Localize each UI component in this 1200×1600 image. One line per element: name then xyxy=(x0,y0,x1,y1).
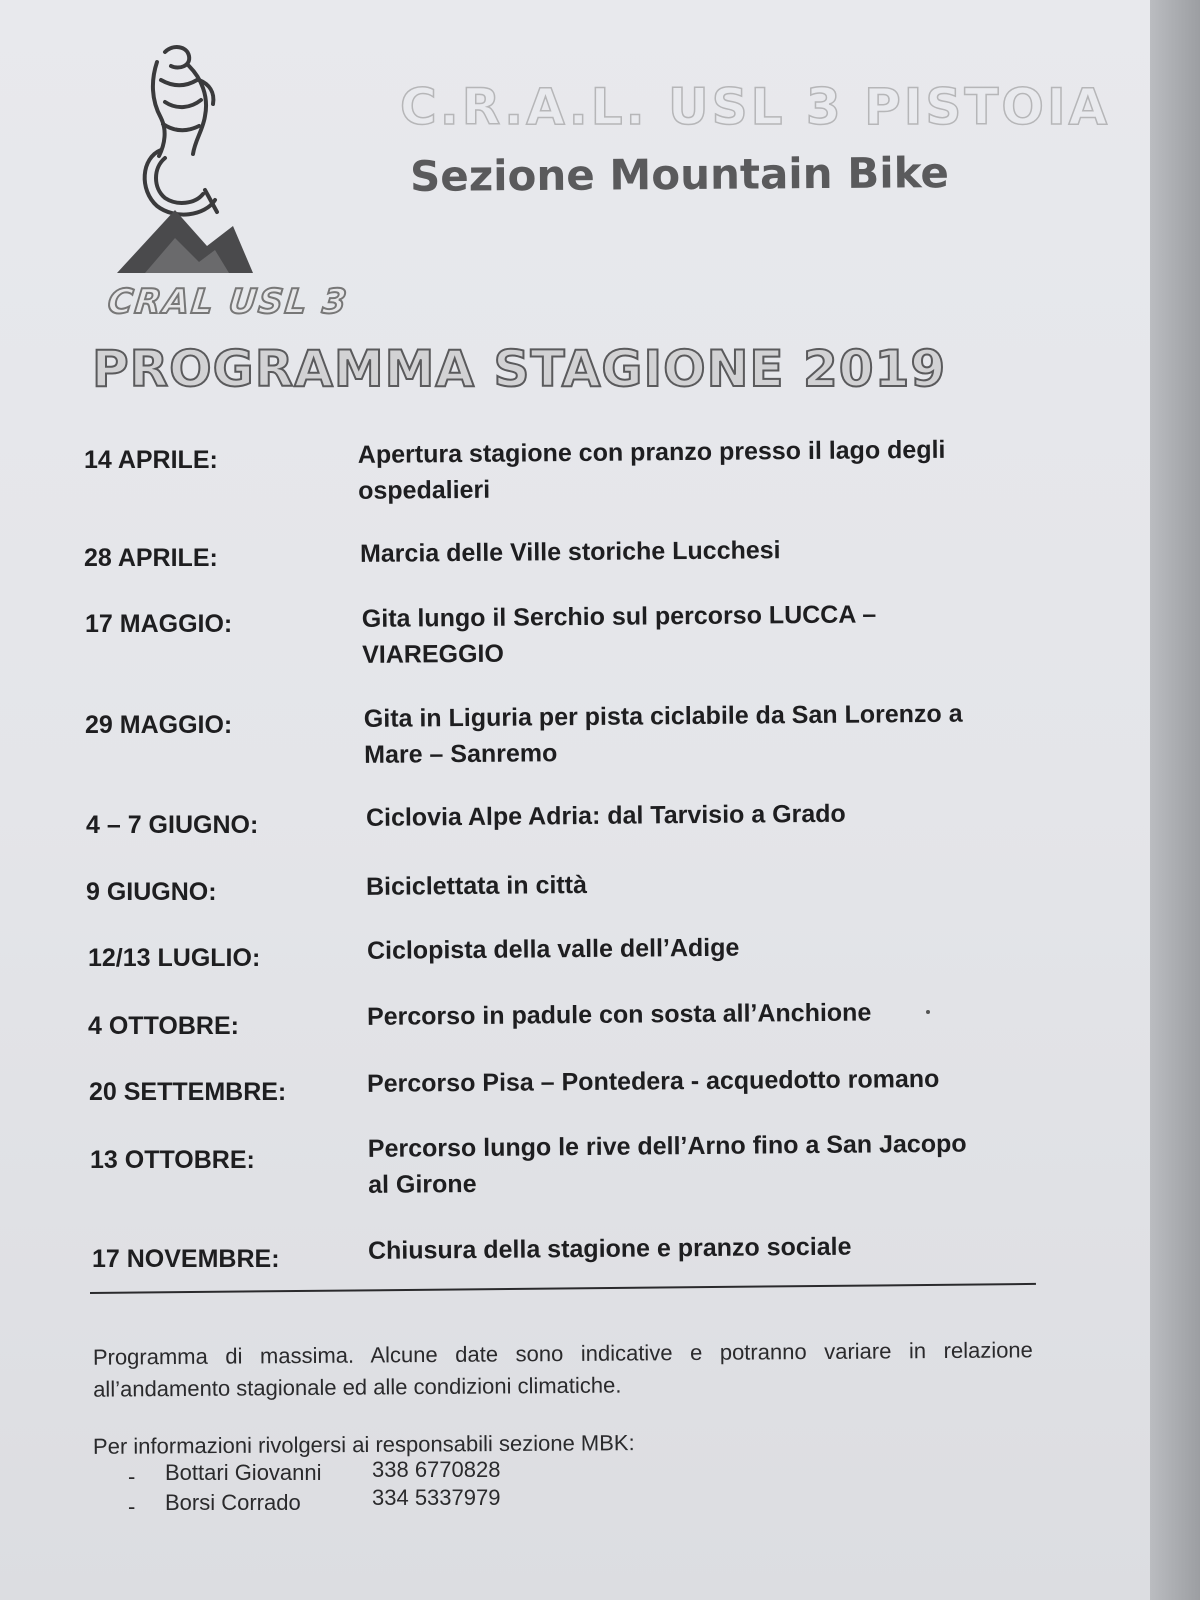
event-line xyxy=(362,595,1022,637)
event-line: Biciclettata in città xyxy=(365,870,588,901)
disclaimer-note: Programma di massima. Alcune date sono indicative e potranno variare in relazione all’andamento stagionale ed alle condizioni climatiche. xyxy=(92,1337,1033,1402)
event-line: Ciclovia Alpe Adria: dal Tarvisio a Grado xyxy=(365,799,846,832)
schedule-date: 14 APRILE: xyxy=(84,446,218,474)
event-line: ospedalieri xyxy=(358,475,491,505)
schedule-event xyxy=(358,431,1024,509)
event-line: Mare – Sanremo xyxy=(364,739,558,769)
contact-name: Bottari Giovanni xyxy=(165,1460,322,1485)
schedule-date: 20 SETTEMBRE: xyxy=(89,1078,287,1106)
schedule-event xyxy=(366,794,1031,836)
contact-intro: Per informazioni rivolgersi ai responsabili sezione MBK: xyxy=(92,1430,635,1459)
schedule-event xyxy=(367,927,1032,969)
contact-phone: 334 5337979 xyxy=(372,1485,501,1510)
schedule-date: 17 NOVEMBRE: xyxy=(92,1245,280,1273)
schedule-event xyxy=(360,530,1025,572)
schedule-event xyxy=(367,1060,1032,1102)
schedule-date: 28 APRILE: xyxy=(84,544,218,572)
schedule-date: 17 MAGGIO: xyxy=(85,610,233,638)
event-line: Chiusura della stagione e pranzo sociale xyxy=(367,1232,852,1265)
organization-title: C.R.A.L. USL 3 PISTOIA xyxy=(400,78,1111,136)
logo-text: CRAL USL 3 xyxy=(105,282,351,322)
event-line: Marcia delle Ville storiche Lucchesi xyxy=(359,536,781,568)
event-line: Apertura stagione con pranzo presso il lago degli xyxy=(357,435,946,469)
contact-name: Borsi Corrado xyxy=(165,1490,301,1515)
schedule-date: 29 MAGGIO: xyxy=(85,711,233,739)
list-dash: - xyxy=(128,1494,136,1519)
organization-subtitle: Sezione Mountain Bike xyxy=(409,148,950,201)
schedule-event xyxy=(364,695,1030,773)
event-line: Gita in Liguria per pista ciclabile da San Lorenzo a xyxy=(363,699,963,733)
schedule-date: 4 OTTOBRE: xyxy=(88,1012,239,1040)
schedule-date: 9 GIUGNO: xyxy=(86,878,217,906)
program-title: PROGRAMMA STAGIONE 2019 xyxy=(92,340,947,398)
event-line-text: Gita lungo il Serchio sul percorso LUCCA – xyxy=(361,600,877,633)
schedule-event xyxy=(367,993,1032,1035)
list-dash: - xyxy=(128,1464,136,1489)
schedule-event xyxy=(362,595,1028,673)
schedule-date: 4 – 7 GIUGNO: xyxy=(86,811,259,839)
schedule-date: 12/13 LUGLIO: xyxy=(88,944,261,972)
schedule-event xyxy=(368,1125,1034,1203)
event-line: Percorso Pisa – Pontedera - acquedotto romano xyxy=(366,1064,940,1098)
schedule-date: 13 OTTOBRE: xyxy=(90,1146,255,1174)
event-line: Percorso lungo le rive dell’Arno fino a San Jacopo xyxy=(367,1129,967,1163)
event-line: al Girone xyxy=(368,1169,477,1199)
event-line: Percorso in padule con sosta all’Anchione xyxy=(366,998,872,1031)
schedule-event xyxy=(368,1227,1033,1269)
schedule-event xyxy=(366,863,1031,905)
contact-phone: 338 6770828 xyxy=(372,1457,501,1482)
event-line: VIAREGGIO xyxy=(362,639,504,669)
print-speck xyxy=(926,1010,930,1014)
event-line: Ciclopista della valle dell’Adige xyxy=(366,933,740,965)
